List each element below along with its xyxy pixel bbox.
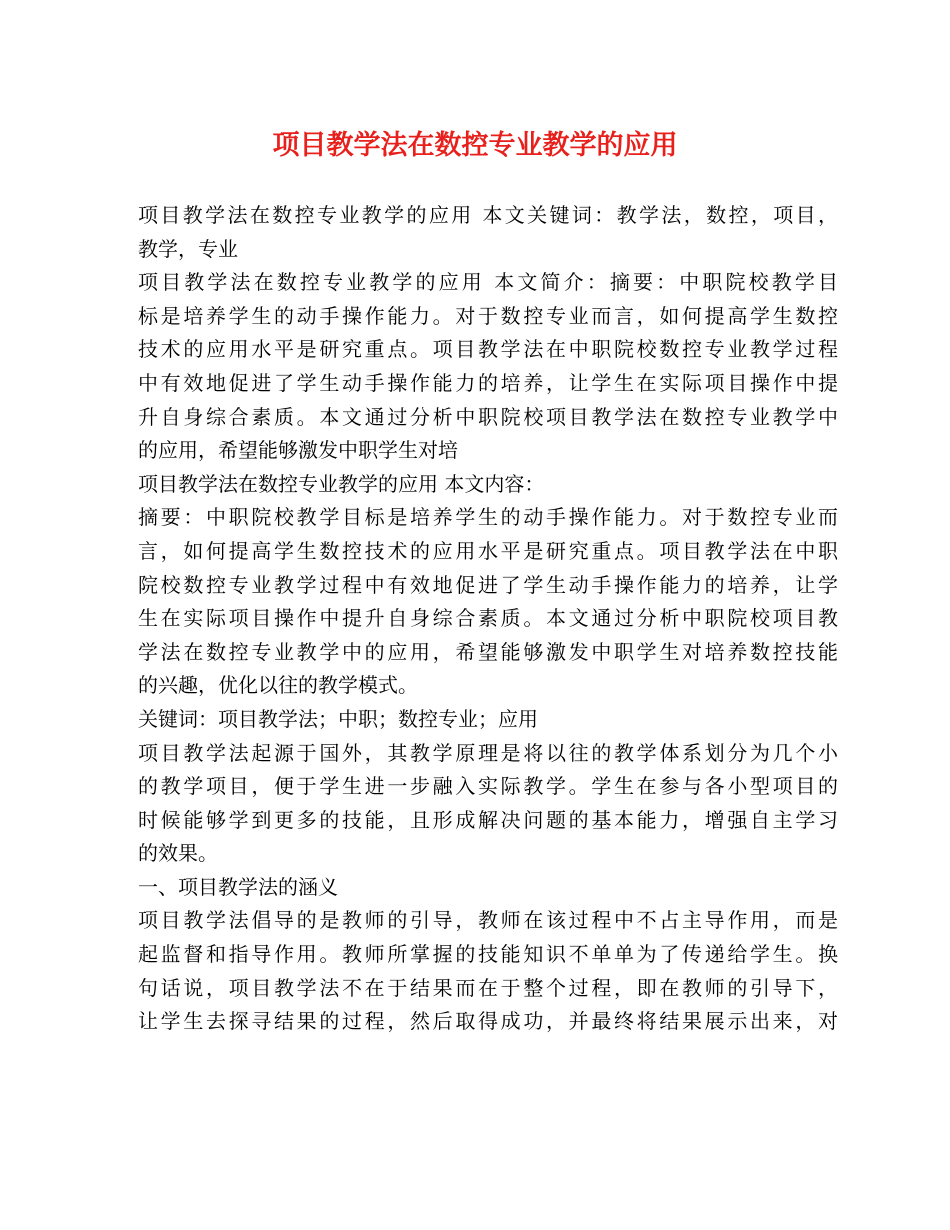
text-line: 时候能够学到更多的技能，且形成解决问题的基本能力，增强自主学习 bbox=[138, 807, 838, 832]
text-line: 摘要：中职院校教学目标是培养学生的动手操作能力。对于数控专业而 bbox=[138, 505, 838, 530]
text-line: 让学生去探寻结果的过程，然后取得成功，并最终将结果展示出来，对 bbox=[138, 1009, 838, 1034]
text-line: 项目教学法在数控专业教学的应用 本文简介：摘要：中职院校教学目 bbox=[138, 270, 838, 295]
text-line: 教学，专业 bbox=[138, 236, 238, 261]
text-line: 句话说，项目教学法不在于结果而在于整个过程，即在教师的引导下， bbox=[138, 975, 838, 1000]
text-line: 项目教学法倡导的是教师的引导，教师在该过程中不占主导作用，而是 bbox=[138, 908, 838, 933]
document-title: 项目教学法在数控专业教学的应用 bbox=[272, 130, 678, 161]
text-line: 标是培养学生的动手操作能力。对于数控专业而言，如何提高学生数控 bbox=[138, 303, 838, 328]
text-line: 的应用，希望能够激发中职学生对培 bbox=[138, 438, 458, 463]
text-line: 生在实际项目操作中提升自身综合素质。本文通过分析中职院校项目教 bbox=[138, 606, 838, 631]
text-line: 的效果。 bbox=[138, 841, 218, 866]
text-line: 言，如何提高学生数控技术的应用水平是研究重点。项目教学法在中职 bbox=[138, 538, 838, 563]
text-line: 起监督和指导作用。教师所掌握的技能知识不单单为了传递给学生。换 bbox=[138, 942, 838, 967]
text-line: 学法在数控专业教学中的应用，希望能够激发中职学生对培养数控技能 bbox=[138, 639, 838, 664]
text-line: 升自身综合素质。本文通过分析中职院校项目教学法在数控专业教学中 bbox=[138, 404, 838, 429]
text-line: 中有效地促进了学生动手操作能力的培养，让学生在实际项目操作中提 bbox=[138, 370, 838, 395]
section-heading: 一、项目教学法的涵义 bbox=[138, 874, 338, 899]
text-line: 项目教学法在数控专业教学的应用 本文内容： bbox=[138, 471, 545, 496]
text-line: 的教学项目，便于学生进一步融入实际教学。学生在参与各小型项目的 bbox=[138, 774, 838, 799]
text-line: 的兴趣，优化以往的教学模式。 bbox=[138, 673, 418, 698]
document-body bbox=[138, 199, 838, 1039]
text-line: 院校数控专业教学过程中有效地促进了学生动手操作能力的培养，让学 bbox=[138, 572, 838, 597]
text-line: 关键词：项目教学法；中职；数控专业；应用 bbox=[138, 706, 538, 731]
text-line: 技术的应用水平是研究重点。项目教学法在中职院校数控专业教学过程 bbox=[138, 337, 838, 362]
text-line: 项目教学法起源于国外，其教学原理是将以往的教学体系划分为几个小 bbox=[138, 740, 838, 765]
text-line: 项目教学法在数控专业教学的应用 本文关键词：教学法，数控，项目， bbox=[138, 203, 838, 227]
